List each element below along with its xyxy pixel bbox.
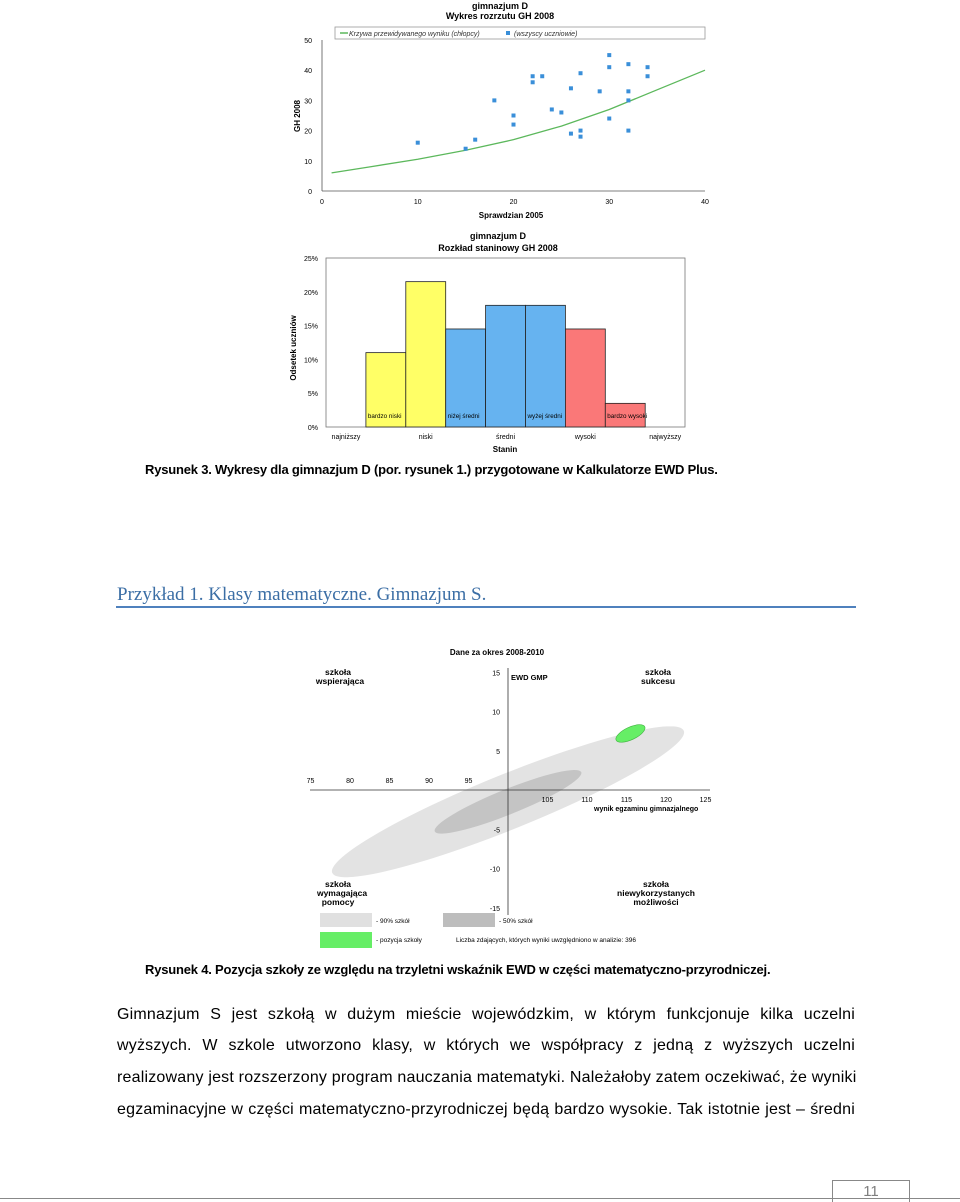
scatter-point: [579, 129, 583, 133]
stanine-yticks: [304, 256, 318, 432]
scatter-point: [579, 135, 583, 139]
y-tick-label: 50: [304, 38, 312, 45]
scatter-point: [607, 117, 611, 121]
stanine-title-line1: gimnazjum D: [469, 231, 527, 241]
y-tick-label: 10: [304, 158, 312, 166]
quadrant-bl-line1: szkoła: [325, 879, 351, 889]
page-number: 11: [863, 1183, 879, 1200]
y-tick-label: 10: [492, 709, 500, 717]
x-tick-label: 90: [425, 778, 433, 785]
scatter-point: [531, 74, 535, 78]
scatter-point: [464, 147, 468, 151]
stanine-xlabel: Stanin: [492, 445, 518, 454]
paragraph-line-4: egzaminacyjne w części matematyczno-przyrodniczej będą bardzo wysokie. Tak istotnie jest – średni: [117, 1101, 855, 1118]
scatter-point: [531, 80, 535, 84]
y-tick-label: 10%: [303, 357, 318, 365]
ewd-axis-label-x: wynik egzaminu gimnazjalnego: [594, 806, 699, 813]
scatter-points: [416, 53, 650, 151]
scatter-point: [416, 141, 420, 145]
y-tick-label: -15: [489, 905, 500, 913]
x-tick-label: 40: [701, 199, 709, 206]
scatter-point: [626, 98, 630, 102]
y-tick-label: 30: [304, 98, 312, 106]
section-heading: Przykład 1. Klasy matematyczne. Gimnazjum S.: [117, 584, 487, 605]
paragraph-line-1: Gimnazjum S jest szkołą w dużym mieście wojewódzkim, w którym funkcjonuje kilka uczelni: [117, 1006, 855, 1023]
quadrant-bl-line2: wymagająca: [316, 888, 368, 898]
legend-position-label: - pozycja szkoły: [376, 937, 422, 944]
heading-rule: [116, 606, 856, 608]
category-label: najwyższy: [649, 434, 682, 441]
scatter-point: [559, 110, 563, 114]
scatter-point: [492, 98, 496, 102]
legend-50-swatch: [443, 913, 495, 927]
legend-count-label: Liczba zdających, których wyniki uwzględniono w analizie: 396: [456, 937, 636, 944]
stanine-bar: [526, 305, 566, 427]
scatter-point: [512, 114, 516, 118]
quadrant-br-line1: szkoła: [643, 879, 669, 889]
bar-label: wyżej średni: [527, 413, 563, 420]
ewd-chart: [300, 640, 725, 952]
y-tick-label: 5: [496, 748, 500, 756]
scatter-point: [540, 74, 544, 78]
figure3-caption: Rysunek 3. Wykresy dla gimnazjum D (por. rysunek 1.) przygotowane w Kalkulatorze EWD Plus.: [145, 462, 718, 477]
legend-90-swatch: [320, 913, 372, 927]
stanine-chart: [285, 228, 705, 460]
category-label: najniższy: [331, 434, 361, 441]
y-tick-label: 20%: [303, 289, 318, 297]
legend-position-swatch: [320, 932, 372, 948]
x-tick-label: 85: [385, 778, 394, 785]
stanine-bar: [565, 329, 605, 427]
y-tick-label: 0%: [307, 425, 318, 432]
scatter-point: [579, 71, 583, 75]
scatter-title-line2: Wykres rozrzutu GH 2008: [445, 11, 555, 21]
footer-rule: [0, 1198, 960, 1199]
x-tick-label: 105: [541, 797, 554, 804]
scatter-point: [569, 86, 573, 90]
y-tick-label: 15%: [303, 323, 318, 331]
y-tick-label: 5%: [307, 391, 318, 399]
scatter-point: [512, 123, 516, 127]
quadrant-tr-line1: szkoła: [645, 667, 671, 677]
scatter-title-line1: gimnazjum D: [471, 1, 529, 11]
legend-50-label: - 50% szkół: [499, 918, 533, 925]
quadrant-tr-line2: sukcesu: [640, 676, 676, 686]
bar-label: bardzo wysoki: [607, 413, 648, 420]
legend-point-swatch: [506, 31, 510, 35]
x-tick-label: 115: [620, 797, 633, 804]
scatter-yticks: [304, 38, 312, 196]
quadrant-br-line2: niewykorzystanych: [617, 888, 695, 898]
stanine-ylabel: Odsetek uczniów: [289, 315, 298, 381]
scatter-point: [473, 138, 477, 142]
stanine-bar: [406, 282, 446, 427]
y-tick-label: -5: [493, 827, 500, 835]
stanine-title-line2: Rozkład staninowy GH 2008: [438, 243, 558, 253]
x-tick-label: 75: [306, 778, 315, 785]
x-tick-label: 30: [605, 199, 614, 206]
scatter-point: [646, 65, 650, 69]
y-tick-label: 40: [304, 68, 312, 76]
scatter-point: [626, 62, 630, 66]
ewd-title: Dane za okres 2008-2010: [449, 648, 545, 657]
scatter-chart: [285, 0, 725, 220]
x-tick-label: 0: [320, 199, 324, 206]
legend-90-label: - 90% szkół: [376, 918, 410, 925]
legend-points-label: (wszyscy uczniowie): [514, 31, 578, 38]
bar-label: niżej średni: [447, 413, 480, 420]
figure4-caption: Rysunek 4. Pozycja szkoły ze względu na trzyletni wskaźnik EWD w części matematyczno-przyrodniczej.: [145, 962, 771, 977]
category-label: średni: [496, 434, 516, 441]
predicted-curve: [332, 70, 705, 173]
quadrant-bl-line3: pomocy: [321, 897, 355, 907]
page-number-box: [832, 1180, 910, 1202]
scatter-point: [626, 89, 630, 93]
y-tick-label: 25%: [303, 256, 318, 263]
scatter-point: [569, 132, 573, 136]
x-tick-label: 80: [346, 778, 354, 785]
paragraph-line-2: wyższych. W szkole utworzono klasy, w których we współpracy z jedną z wyższych uczelni: [117, 1037, 855, 1054]
x-tick-label: 10: [413, 199, 422, 206]
scatter-xlabel: Sprawdzian 2005: [478, 211, 544, 220]
paragraph-line-3: realizowany jest rozszerzony program nauczania matematyki. Należałoby zatem oczekiwać, że wyniki: [117, 1069, 857, 1086]
scatter-point: [607, 53, 611, 57]
scatter-ylabel: GH 2008: [293, 99, 302, 133]
x-tick-label: 120: [660, 797, 672, 804]
legend-curve-label: Krzywa przewidywanego wyniku (chłopcy): [349, 31, 480, 38]
y-tick-label: 0: [308, 189, 312, 196]
scatter-point: [646, 74, 650, 78]
y-tick-label: 20: [304, 128, 312, 136]
quadrant-tl-line1: szkoła: [325, 667, 351, 677]
category-label: wysoki: [574, 434, 596, 441]
x-tick-label: 125: [699, 797, 712, 804]
quadrant-tl-line2: wspierająca: [315, 676, 365, 686]
scatter-point: [550, 107, 554, 111]
x-tick-label: 20: [509, 199, 518, 206]
stanine-bar: [486, 305, 526, 427]
category-label: niski: [418, 434, 433, 441]
stanine-category-labels: [332, 434, 682, 441]
x-tick-label: 95: [464, 778, 473, 785]
scatter-xticks: [320, 199, 709, 206]
bar-label: bardzo niski: [367, 413, 402, 420]
x-tick-label: 110: [581, 797, 593, 804]
y-tick-label: 15: [492, 670, 500, 678]
quadrant-br-line3: możliwości: [633, 897, 679, 907]
scatter-point: [626, 129, 630, 133]
ewd-axis-label-y: EWD GMP: [511, 673, 548, 682]
scatter-point: [598, 89, 602, 93]
y-tick-label: -10: [489, 866, 500, 874]
scatter-point: [607, 65, 611, 69]
